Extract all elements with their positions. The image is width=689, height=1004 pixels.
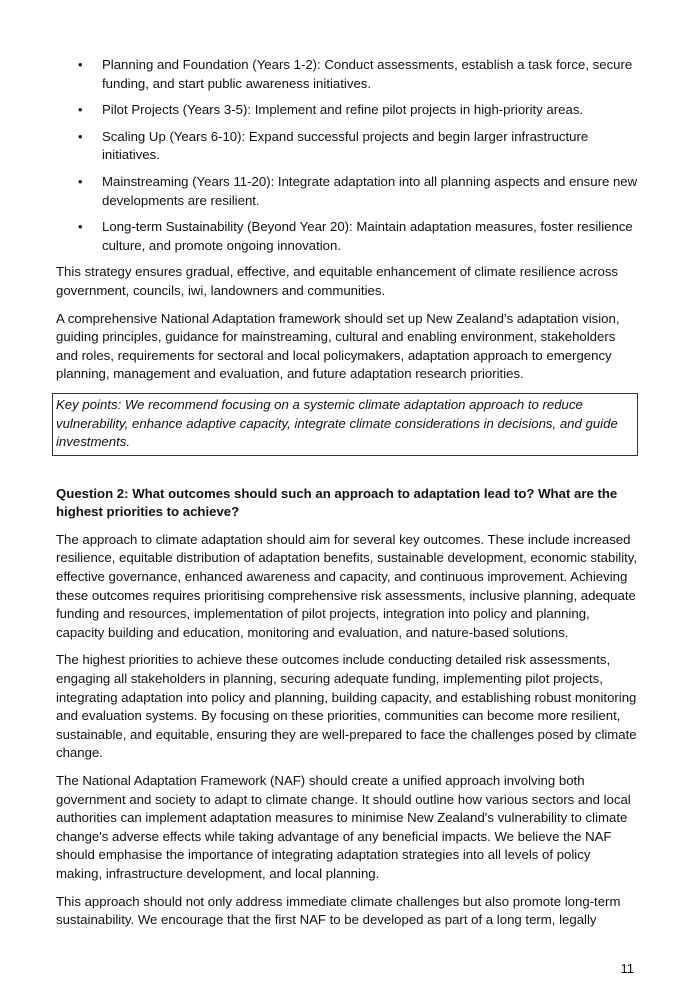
framework-paragraph: A comprehensive National Adaptation framework should set up New Zealand’s adaptation vision, guiding principles, guidance for mainstreaming, cultural and enabling environment, stakeholders and roles, requirements for sectoral and local policymakers, adaptation approach to emergency planning, management and evaluation, and future adaptation research priorities. [56, 310, 620, 382]
list-item [56, 218, 638, 255]
key-points-box: Key points: We recommend focusing on a systemic climate adaptation approach to reduce vulnerability, enhance adaptive capacity, integrate climate considerations in decisions, and guide investments. [52, 393, 638, 456]
bullet-text: Scaling Up (Years 6-10): Expand successful projects and begin larger infrastructure initiatives. [102, 128, 589, 163]
list-item [56, 56, 638, 93]
list-item [56, 128, 638, 165]
naf-paragraph: The National Adaptation Framework (NAF) should create a unified approach involving both government and society to adapt to climate change. It should outline how various sectors and local authorities can implement adaptation measures to minimise New Zealand's vulnerability to climate change's adverse effects while taking advantage of any beneficial impacts. We believe the NAF should emphasise the importance of integrating adaptation strategies into all levels of policy making, infrastructure development, and local planning. [56, 773, 631, 881]
question-heading: Question 2: What outcomes should such an approach to adaptation lead to? What are the highest priorities to achieve? [56, 485, 618, 520]
bullet-icon: • [78, 128, 83, 144]
bullet-icon: • [78, 219, 83, 235]
phase-bullet-list [56, 56, 638, 255]
document-page [56, 56, 638, 939]
strategy-paragraph: This strategy ensures gradual, effective, and equitable enhancement of climate resilience across government, councils, iwi, landowners and communities. [56, 264, 619, 298]
bullet-icon: • [78, 173, 83, 189]
bullet-text: Planning and Foundation (Years 1-2): Conduct assessments, establish a task force, secure funding, and start public awareness initiatives. [102, 57, 633, 91]
outcomes-paragraph: The approach to climate adaptation should aim for several key outcomes. These include increased resilience, equitable distribution of adaptation benefits, sustainable development, economic stability, effective governance, enhanced awareness and capacity, and continuous improvement. Achieving these outcomes requires prioritising comprehensive risk assessments, inclusive planning, adequate funding and resources, implementation of pilot projects, integration into policy and planning, capacity building and education, monitoring and evaluation, and nature-based solutions. [56, 531, 638, 640]
bullet-text: Long-term Sustainability (Beyond Year 20): Maintain adaptation measures, foster resilience culture, and promote ongoing innovation. [102, 219, 633, 253]
bullet-icon: • [78, 57, 83, 72]
bullet-text: Pilot Projects (Years 3-5): Implement and refine pilot projects in high-priority areas. [102, 102, 584, 118]
priorities-paragraph: The highest priorities to achieve these outcomes include conducting detailed risk assessments, engaging all stakeholders in planning, securing adequate funding, implementing pilot projects, integrating adaptation into policy and planning, building capacity, and establishing robust monitoring and evaluation systems. By focusing on these priorities, communities can become more resilient, sustainable, and equitable, ensuring they are well-prepared to face the challenges posed by climate change. [56, 652, 637, 761]
sustainability-paragraph: This approach should not only address immediate climate challenges but also promote long-term sustainability. We encourage that the first NAF to be developed as part of a long term, legally [56, 893, 621, 928]
list-item [56, 101, 638, 120]
bullet-text: Mainstreaming (Years 11-20): Integrate adaptation into all planning aspects and ensure new developments are resilient. [102, 173, 638, 208]
bullet-icon: • [78, 102, 83, 118]
page-number: 11 [620, 961, 634, 976]
list-item [56, 173, 638, 210]
